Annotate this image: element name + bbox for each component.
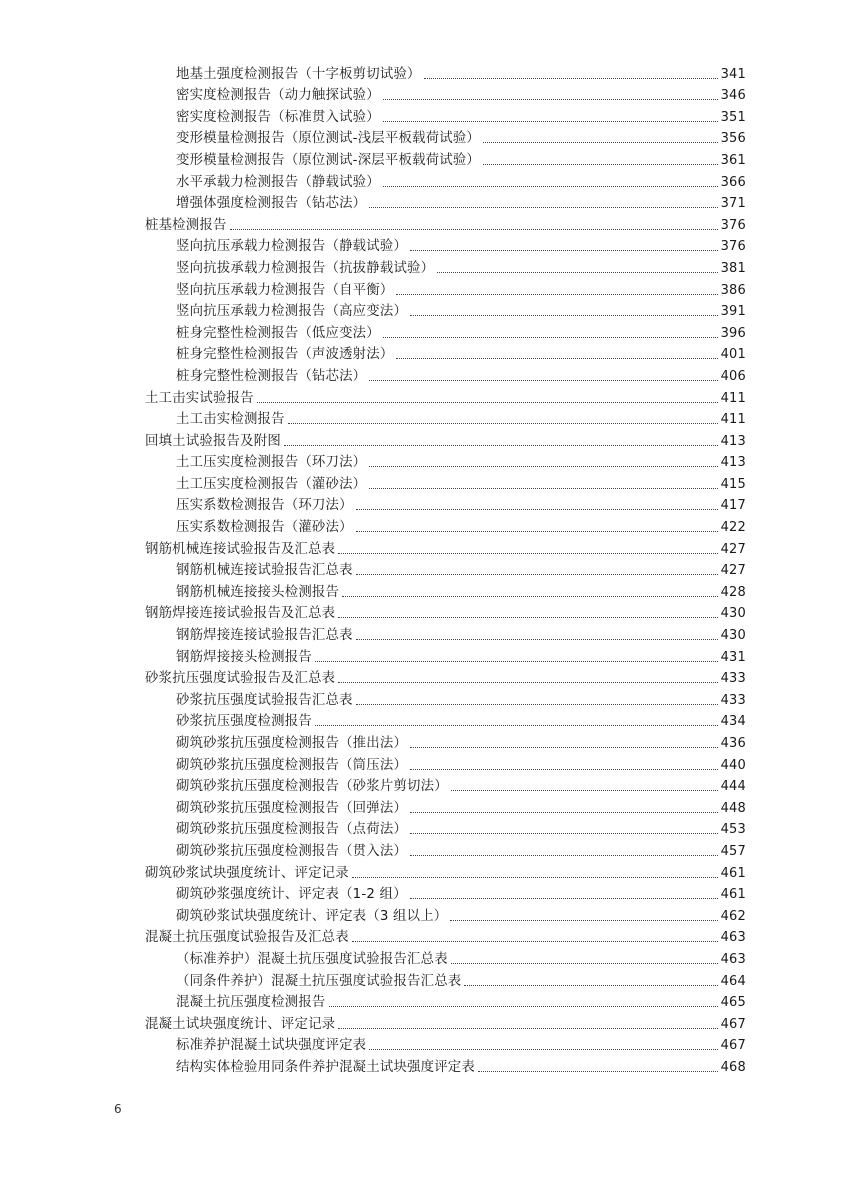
toc-entry-page-number: 413	[720, 433, 746, 449]
toc-subsection-entry[interactable]	[145, 105, 746, 127]
toc-subsection-entry[interactable]	[145, 883, 746, 905]
toc-entry-page-number: 427	[720, 563, 746, 579]
toc-entry-title: 压实系数检测报告（灌砂法）	[176, 520, 353, 536]
toc-dot-leader	[329, 1006, 718, 1007]
toc-entry-page-number: 415	[720, 476, 746, 492]
toc-dot-leader	[424, 78, 718, 79]
toc-dot-leader	[410, 747, 718, 748]
toc-subsection-entry[interactable]	[145, 343, 746, 365]
toc-dot-leader	[410, 833, 718, 834]
toc-entry-title: 桩身完整性检测报告（声波透射法）	[176, 347, 394, 363]
toc-subsection-entry[interactable]	[145, 300, 746, 322]
toc-dot-leader	[383, 99, 718, 100]
toc-dot-leader	[356, 531, 718, 532]
toc-entry-title: 变形模量检测报告（原位测试-深层平板载荷试验）	[176, 152, 481, 168]
toc-dot-leader	[437, 272, 717, 273]
toc-entry-title: 竖向抗拔承载力检测报告（抗拔静载试验）	[176, 260, 435, 276]
toc-entry-page-number: 434	[720, 714, 746, 730]
toc-dot-leader	[478, 1071, 718, 1072]
toc-dot-leader	[369, 1049, 717, 1050]
toc-entry-title: 增强体强度检测报告（钻芯法）	[176, 196, 367, 212]
toc-entry-title: 钢筋焊接连接试验报告汇总表	[176, 628, 353, 644]
toc-entry-title: 压实系数检测报告（环刀法）	[176, 498, 353, 514]
toc-subsection-entry[interactable]	[145, 559, 746, 581]
toc-subsection-entry[interactable]	[145, 170, 746, 192]
toc-dot-leader	[288, 423, 718, 424]
toc-subsection-entry[interactable]	[145, 472, 746, 494]
toc-entry-title: 地基土强度检测报告（十字板剪切试验）	[176, 66, 421, 82]
toc-entry-title: 砌筑砂浆试块强度统计、评定表（3 组以上）	[176, 908, 448, 924]
toc-subsection-entry[interactable]	[145, 192, 746, 214]
toc-dot-leader	[230, 229, 718, 230]
toc-entry-title: 砌筑砂浆抗压强度检测报告（筒压法）	[176, 757, 408, 773]
toc-entry-title: 桩身完整性检测报告（低应变法）	[176, 325, 380, 341]
toc-subsection-entry[interactable]	[145, 451, 746, 473]
toc-entry-page-number: 467	[720, 1038, 746, 1054]
toc-section-entry[interactable]	[145, 537, 746, 559]
toc-dot-leader	[369, 380, 717, 381]
toc-dot-leader	[383, 186, 718, 187]
toc-entry-page-number: 433	[720, 692, 746, 708]
toc-subsection-entry[interactable]	[145, 710, 746, 732]
toc-entry-page-number: 461	[720, 887, 746, 903]
toc-entry-title: 钢筋机械连接接头检测报告	[176, 584, 340, 600]
toc-dot-leader	[338, 682, 717, 683]
toc-dot-leader	[369, 466, 717, 467]
toc-entry-page-number: 422	[720, 520, 746, 536]
toc-entry-page-number: 428	[720, 584, 746, 600]
toc-dot-leader	[483, 142, 718, 143]
toc-entry-page-number: 457	[720, 843, 746, 859]
toc-dot-leader	[464, 985, 717, 986]
toc-entry-page-number: 431	[720, 649, 746, 665]
toc-entry-title: 桩身完整性检测报告（钻芯法）	[176, 368, 367, 384]
toc-entry-title: 钢筋机械连接试验报告汇总表	[176, 563, 353, 579]
toc-entry-page-number: 341	[720, 66, 746, 82]
toc-entry-title: 水平承载力检测报告（静载试验）	[176, 174, 380, 190]
toc-entry-title: （标准养护）混凝土抗压强度试验报告汇总表	[176, 951, 448, 967]
toc-entry-title: 变形模量检测报告（原位测试-浅层平板载荷试验）	[176, 131, 481, 147]
toc-subsection-entry[interactable]	[145, 775, 746, 797]
toc-subsection-entry[interactable]	[145, 62, 746, 84]
toc-entry-page-number: 463	[720, 951, 746, 967]
toc-entry-page-number: 376	[720, 239, 746, 255]
toc-dot-leader	[356, 509, 718, 510]
toc-section-entry[interactable]	[145, 926, 746, 948]
toc-subsection-entry[interactable]	[145, 904, 746, 926]
toc-entry-title: 标准养护混凝土试块强度评定表	[176, 1038, 367, 1054]
toc-section-entry[interactable]	[145, 861, 746, 883]
toc-subsection-entry[interactable]	[145, 127, 746, 149]
toc-entry-page-number: 430	[720, 628, 746, 644]
toc-entry-page-number: 356	[720, 131, 746, 147]
toc-dot-leader	[352, 877, 718, 878]
toc-entry-page-number: 430	[720, 606, 746, 622]
toc-entry-page-number: 351	[720, 109, 746, 125]
toc-entry-page-number: 371	[720, 196, 746, 212]
toc-section-entry[interactable]	[145, 1012, 746, 1034]
toc-entry-title: （同条件养护）混凝土抗压强度试验报告汇总表	[176, 973, 462, 989]
toc-entry-page-number: 462	[720, 908, 746, 924]
toc-dot-leader	[356, 704, 718, 705]
toc-entry-page-number: 401	[720, 347, 746, 363]
toc-dot-leader	[410, 315, 718, 316]
toc-section-entry[interactable]	[145, 386, 746, 408]
toc-entry-title: 桩基检测报告	[145, 217, 227, 233]
toc-subsection-entry[interactable]	[145, 645, 746, 667]
toc-entry-title: 砂浆抗压强度检测报告	[176, 714, 312, 730]
toc-dot-leader	[338, 617, 717, 618]
toc-entry-title: 钢筋焊接连接试验报告及汇总表	[145, 606, 336, 622]
toc-subsection-entry[interactable]	[145, 623, 746, 645]
toc-section-entry[interactable]	[145, 602, 746, 624]
toc-dot-leader	[410, 250, 718, 251]
toc-entry-title: 砌筑砂浆强度统计、评定表（1-2 组）	[176, 887, 407, 903]
toc-dot-leader	[410, 898, 718, 899]
toc-entry-page-number: 391	[720, 304, 746, 320]
toc-subsection-entry[interactable]	[145, 256, 746, 278]
toc-subsection-entry[interactable]	[145, 753, 746, 775]
toc-entry-title: 钢筋机械连接试验报告及汇总表	[145, 541, 336, 557]
toc-entry-page-number: 381	[720, 260, 746, 276]
toc-subsection-entry[interactable]	[145, 969, 746, 991]
toc-entry-title: 结构实体检验用同条件养护混凝土试块强度评定表	[176, 1059, 475, 1075]
toc-entry-title: 混凝土试块强度统计、评定记录	[145, 1016, 336, 1032]
toc-dot-leader	[352, 941, 718, 942]
toc-entry-page-number: 468	[720, 1059, 746, 1075]
toc-entry-page-number: 411	[720, 390, 746, 406]
toc-subsection-entry[interactable]	[145, 991, 746, 1013]
toc-dot-leader	[410, 855, 718, 856]
toc-subsection-entry[interactable]	[145, 321, 746, 343]
toc-dot-leader	[483, 164, 718, 165]
toc-entry-title: 砂浆抗压强度试验报告及汇总表	[145, 671, 336, 687]
toc-subsection-entry[interactable]	[145, 796, 746, 818]
toc-dot-leader	[257, 402, 718, 403]
toc-dot-leader	[396, 294, 717, 295]
toc-subsection-entry[interactable]	[145, 84, 746, 106]
toc-entry-title: 土工压实度检测报告（环刀法）	[176, 455, 367, 471]
toc-entry-page-number: 396	[720, 325, 746, 341]
toc-entry-title: 砌筑砂浆抗压强度检测报告（砂浆片剪切法）	[176, 779, 448, 795]
toc-subsection-entry[interactable]	[145, 408, 746, 430]
toc-dot-leader	[342, 596, 717, 597]
toc-entry-page-number: 465	[720, 995, 746, 1011]
toc-dot-leader	[315, 661, 718, 662]
toc-subsection-entry[interactable]	[145, 235, 746, 257]
toc-dot-leader	[450, 920, 717, 921]
toc-entry-title: 土工压实度检测报告（灌砂法）	[176, 476, 367, 492]
toc-entry-title: 砂浆抗压强度试验报告汇总表	[176, 692, 353, 708]
toc-entry-title: 砌筑砂浆抗压强度检测报告（推出法）	[176, 736, 408, 751]
toc-entry-title: 砌筑砂浆试块强度统计、评定记录	[145, 865, 349, 881]
toc-entry-page-number: 440	[720, 757, 746, 773]
toc-entry-title: 竖向抗压承载力检测报告（高应变法）	[176, 304, 408, 320]
toc-dot-leader	[383, 337, 718, 338]
toc-section-entry[interactable]	[145, 213, 746, 235]
toc-entry-page-number: 406	[720, 368, 746, 384]
toc-entry-page-number: 448	[720, 800, 746, 816]
toc-entry-page-number: 444	[720, 779, 746, 795]
toc-dot-leader	[356, 574, 718, 575]
toc-subsection-entry[interactable]	[145, 515, 746, 537]
toc-entry-title: 竖向抗压承载力检测报告（静载试验）	[176, 239, 408, 255]
toc-entry-page-number: 467	[720, 1016, 746, 1032]
toc-dot-leader	[315, 725, 718, 726]
toc-subsection-entry[interactable]	[145, 580, 746, 602]
toc-subsection-entry[interactable]	[145, 839, 746, 861]
toc-subsection-entry[interactable]	[145, 947, 746, 969]
toc-entry-page-number: 463	[720, 930, 746, 946]
toc-entry-title: 回填土试验报告及附图	[145, 433, 281, 449]
toc-dot-leader	[383, 121, 718, 122]
toc-dot-leader	[356, 639, 718, 640]
table-of-contents	[145, 62, 746, 1077]
toc-entry-title: 砌筑砂浆抗压强度检测报告（点荷法）	[176, 822, 408, 838]
toc-entry-page-number: 461	[720, 865, 746, 881]
toc-subsection-entry[interactable]	[145, 731, 746, 753]
toc-subsection-entry[interactable]	[145, 818, 746, 840]
toc-dot-leader	[369, 488, 717, 489]
toc-subsection-entry[interactable]	[145, 364, 746, 386]
toc-entry-page-number: 413	[720, 455, 746, 471]
toc-dot-leader	[396, 358, 717, 359]
page-number: 6	[114, 1102, 122, 1116]
toc-subsection-entry[interactable]	[145, 278, 746, 300]
toc-entry-title: 密实度检测报告（标准贯入试验）	[176, 109, 380, 125]
toc-dot-leader	[410, 769, 718, 770]
toc-subsection-entry[interactable]	[145, 148, 746, 170]
toc-subsection-entry[interactable]	[145, 1055, 746, 1077]
toc-entry-page-number: 453	[720, 822, 746, 838]
toc-dot-leader	[410, 812, 718, 813]
toc-subsection-entry[interactable]	[145, 688, 746, 710]
toc-dot-leader	[369, 207, 717, 208]
toc-dot-leader	[451, 963, 718, 964]
toc-entry-title: 密实度检测报告（动力触探试验）	[176, 88, 380, 104]
toc-entry-page-number: 433	[720, 671, 746, 687]
toc-entry-page-number: 386	[720, 282, 746, 298]
toc-entry-title: 混凝土抗压强度试验报告及汇总表	[145, 930, 349, 946]
toc-entry-title: 土工击实检测报告	[176, 412, 285, 428]
toc-entry-title: 竖向抗压承载力检测报告（自平衡）	[176, 282, 394, 298]
toc-entry-page-number: 427	[720, 541, 746, 557]
toc-entry-title: 砌筑砂浆抗压强度检测报告（贯入法）	[176, 843, 408, 859]
toc-section-entry[interactable]	[145, 667, 746, 689]
toc-dot-leader	[284, 445, 718, 446]
toc-entry-page-number: 417	[720, 498, 746, 514]
toc-section-entry[interactable]	[145, 429, 746, 451]
toc-dot-leader	[451, 790, 718, 791]
toc-dot-leader	[338, 1028, 717, 1029]
toc-entry-title: 土工击实试验报告	[145, 390, 254, 406]
toc-subsection-entry[interactable]	[145, 1034, 746, 1056]
toc-subsection-entry[interactable]	[145, 494, 746, 516]
toc-entry-page-number: 376	[720, 217, 746, 233]
toc-entry-page-number: 436	[720, 736, 746, 751]
toc-entry-title: 钢筋焊接接头检测报告	[176, 649, 312, 665]
toc-entry-page-number: 464	[720, 973, 746, 989]
toc-entry-page-number: 361	[720, 152, 746, 168]
toc-entry-page-number: 346	[720, 88, 746, 104]
toc-entry-page-number: 366	[720, 174, 746, 190]
toc-entry-page-number: 411	[720, 412, 746, 428]
toc-dot-leader	[338, 553, 717, 554]
toc-entry-title: 砌筑砂浆抗压强度检测报告（回弹法）	[176, 800, 408, 816]
toc-entry-title: 混凝土抗压强度检测报告	[176, 995, 326, 1011]
